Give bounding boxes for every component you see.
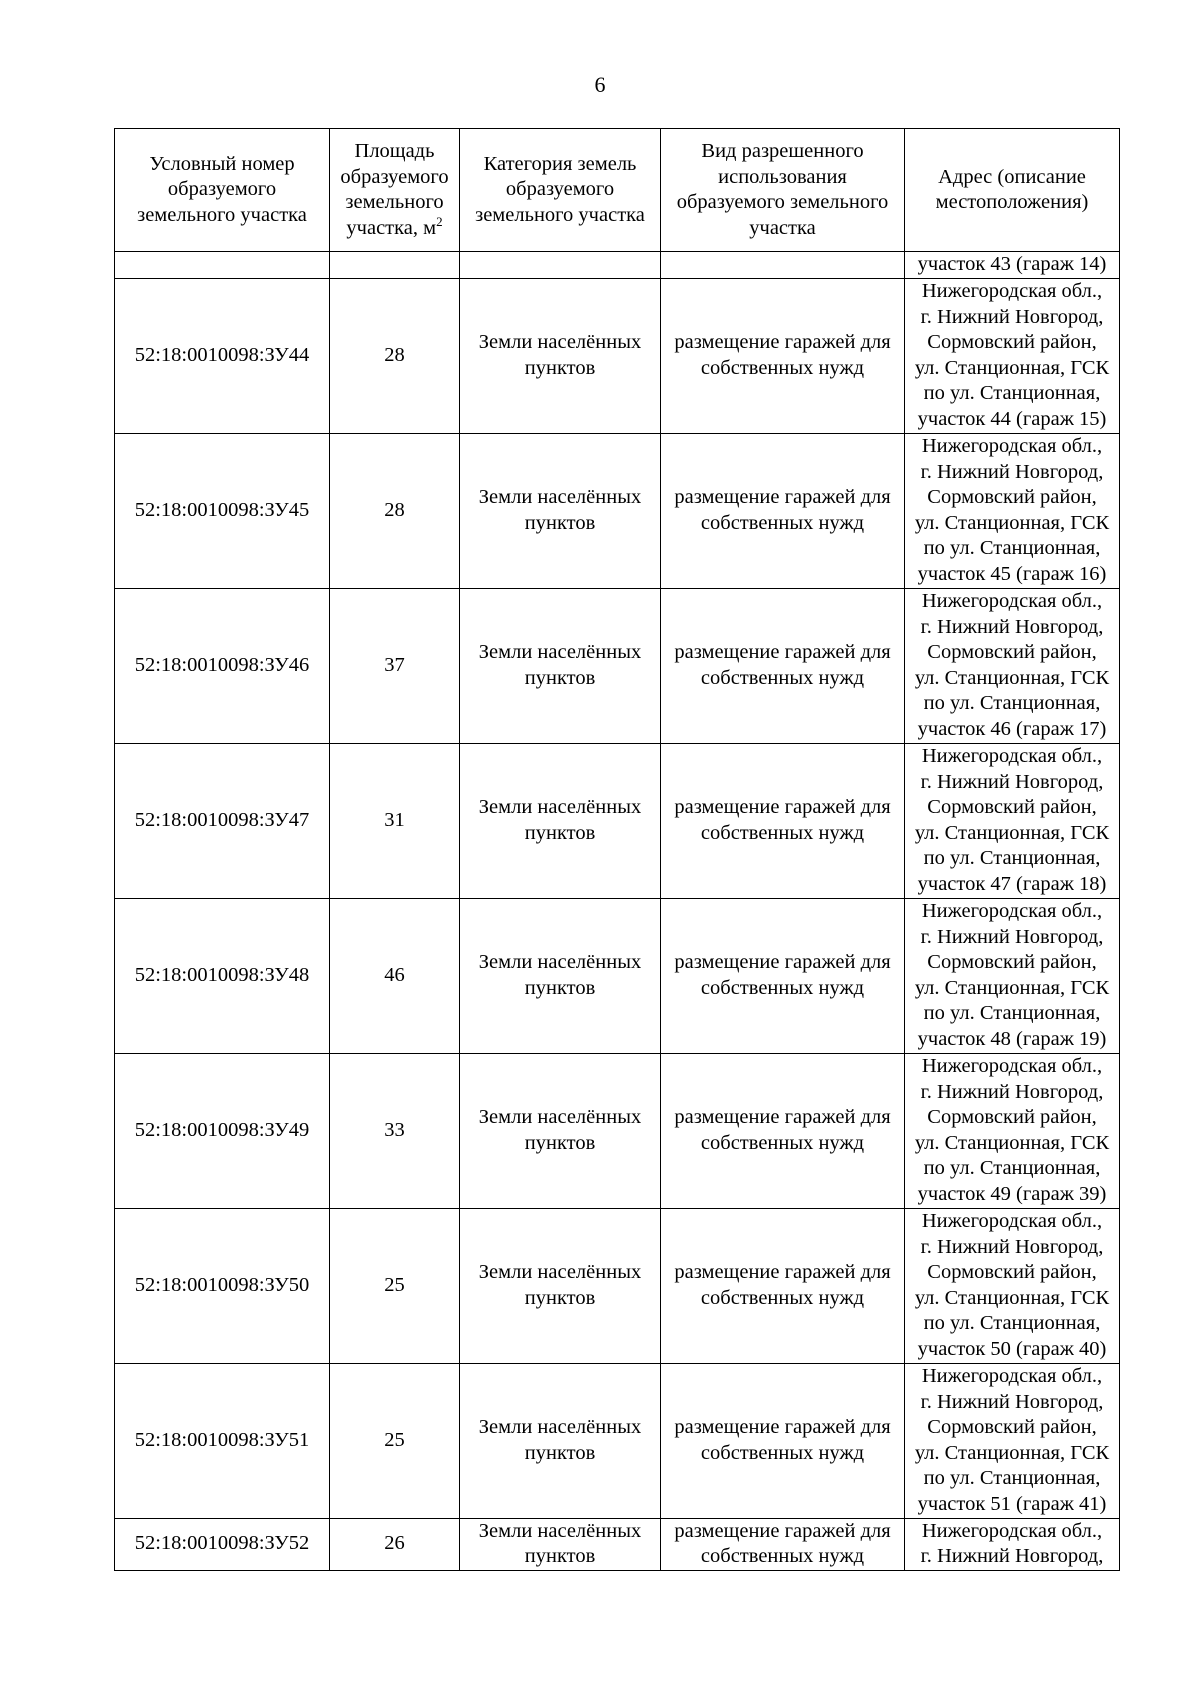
header-address: Адрес (описание местоположения) (905, 129, 1120, 252)
table-row (115, 1053, 1120, 1208)
plot-area: 28 (330, 433, 460, 588)
plot-area: 33 (330, 1053, 460, 1208)
address-line: ул. Станционная, ГСК (914, 821, 1110, 844)
address-line: Нижегородская обл., (921, 1210, 1103, 1232)
plot-number: 52:18:0010098:ЗУ49 (115, 1053, 330, 1208)
address-line: г. Нижний Новгород, (920, 1080, 1104, 1103)
address-line: по ул. Станционная, (923, 1002, 1101, 1024)
address-line: Сормовский район, (927, 331, 1097, 353)
plot-area: 26 (330, 1518, 460, 1570)
plot-number: 52:18:0010098:ЗУ44 (115, 278, 330, 433)
address-line: участок 50 (гараж 40) (917, 1337, 1107, 1360)
plot-number: 52:18:0010098:ЗУ47 (115, 743, 330, 898)
address-line: по ул. Станционная, (923, 382, 1101, 404)
address-line: ул. Станционная, ГСК (914, 666, 1110, 689)
continuation-address: участок 43 (гараж 14) (905, 252, 1120, 279)
address-line: Сормовский район, (927, 641, 1097, 663)
address-line: по ул. Станционная, (923, 692, 1101, 714)
address-line: Нижегородская обл., (921, 435, 1103, 457)
address-line: участок 49 (гараж 39) (917, 1182, 1107, 1205)
address-line: ул. Станционная, ГСК (914, 976, 1110, 999)
address-line: по ул. Станционная, (923, 1312, 1101, 1334)
permitted-use: размещение гаражей для собственных нужд (661, 1518, 905, 1570)
address-line: Сормовский район, (927, 1416, 1097, 1438)
table-row (115, 898, 1120, 1053)
address-line: ул. Станционная, ГСК (914, 1441, 1110, 1464)
plot-address (905, 588, 1120, 743)
address-line: Нижегородская обл., (921, 1365, 1103, 1387)
address-line: по ул. Станционная, (923, 1157, 1101, 1179)
plot-area: 46 (330, 898, 460, 1053)
address-line: Сормовский район, (927, 951, 1097, 973)
land-category: Земли населённых пунктов (460, 1208, 661, 1363)
address-line: Сормовский район, (927, 1106, 1097, 1128)
plot-number: 52:18:0010098:ЗУ51 (115, 1363, 330, 1518)
permitted-use: размещение гаражей для собственных нужд (661, 743, 905, 898)
address-line: участок 44 (гараж 15) (917, 407, 1107, 430)
address-line: Нижегородская обл., (921, 1519, 1103, 1542)
address-line: г. Нижний Новгород, (920, 1545, 1104, 1567)
plot-area: 28 (330, 278, 460, 433)
header-number: Условный номер образуемого земельного участка (115, 129, 330, 252)
land-category: Земли населённых пунктов (460, 1518, 661, 1570)
land-category: Земли населённых пунктов (460, 433, 661, 588)
plot-number: 52:18:0010098:ЗУ52 (115, 1518, 330, 1570)
land-category: Земли населённых пунктов (460, 743, 661, 898)
table-row (115, 1208, 1120, 1363)
continuation-row (115, 252, 1120, 279)
table-row (115, 433, 1120, 588)
table-row (115, 1518, 1120, 1570)
land-category: Земли населённых пунктов (460, 588, 661, 743)
permitted-use: размещение гаражей для собственных нужд (661, 588, 905, 743)
land-category: Земли населённых пунктов (460, 898, 661, 1053)
address-line: участок 46 (гараж 17) (917, 717, 1107, 740)
table-row (115, 588, 1120, 743)
plot-number: 52:18:0010098:ЗУ50 (115, 1208, 330, 1363)
address-line: участок 45 (гараж 16) (917, 562, 1107, 585)
page-number: 6 (594, 72, 606, 97)
plot-number: 52:18:0010098:ЗУ48 (115, 898, 330, 1053)
address-line: участок 47 (гараж 18) (917, 872, 1107, 895)
address-line: по ул. Станционная, (923, 1467, 1101, 1489)
plot-number: 52:18:0010098:ЗУ46 (115, 588, 330, 743)
permitted-use: размещение гаражей для собственных нужд (661, 1053, 905, 1208)
plot-address (905, 1518, 1120, 1570)
address-line: ул. Станционная, ГСК (914, 1131, 1110, 1154)
address-line: Нижегородская обл., (921, 900, 1103, 922)
plot-area: 25 (330, 1363, 460, 1518)
address-line: г. Нижний Новгород, (920, 305, 1104, 328)
address-line: по ул. Станционная, (923, 537, 1101, 559)
address-line: участок 51 (гараж 41) (917, 1492, 1107, 1515)
plot-address (905, 433, 1120, 588)
plot-address (905, 898, 1120, 1053)
address-line: участок 48 (гараж 19) (917, 1027, 1107, 1050)
address-line: Нижегородская обл., (921, 1055, 1103, 1077)
permitted-use: размещение гаражей для собственных нужд (661, 1208, 905, 1363)
land-category: Земли населённых пунктов (460, 278, 661, 433)
plot-address (905, 1208, 1120, 1363)
address-line: Сормовский район, (927, 486, 1097, 508)
header-category: Категория земель образуемого земельного участка (460, 129, 661, 252)
plot-number: 52:18:0010098:ЗУ45 (115, 433, 330, 588)
land-category: Земли населённых пунктов (460, 1053, 661, 1208)
table-row (115, 743, 1120, 898)
plot-area: 25 (330, 1208, 460, 1363)
table-row (115, 278, 1120, 433)
header-use: Вид разрешенного использования образуемого земельного участка (661, 129, 905, 252)
address-line: г. Нижний Новгород, (920, 460, 1104, 483)
header-area: Площадь образуемого земельного участка, $м^2$ (330, 129, 460, 252)
address-line: ул. Станционная, ГСК (914, 1286, 1110, 1309)
permitted-use: размещение гаражей для собственных нужд (661, 278, 905, 433)
plot-address (905, 1363, 1120, 1518)
address-line: г. Нижний Новгород, (920, 615, 1104, 638)
address-line: Нижегородская обл., (921, 590, 1103, 612)
address-line: ул. Станционная, ГСК (914, 511, 1110, 534)
table-row (115, 1363, 1120, 1518)
address-line: Нижегородская обл., (921, 745, 1103, 767)
permitted-use: размещение гаражей для собственных нужд (661, 1363, 905, 1518)
table-header-row (115, 129, 1120, 252)
land-plots-table (114, 128, 1120, 1571)
address-line: по ул. Станционная, (923, 847, 1101, 869)
plot-address (905, 1053, 1120, 1208)
address-line: Нижегородская обл., (921, 280, 1103, 302)
address-line: г. Нижний Новгород, (920, 1235, 1104, 1258)
plot-address (905, 278, 1120, 433)
address-line: г. Нижний Новгород, (920, 925, 1104, 948)
land-category: Земли населённых пунктов (460, 1363, 661, 1518)
address-line: г. Нижний Новгород, (920, 770, 1104, 793)
address-line: Сормовский район, (927, 796, 1097, 818)
plot-area: 37 (330, 588, 460, 743)
permitted-use: размещение гаражей для собственных нужд (661, 433, 905, 588)
address-line: Сормовский район, (927, 1261, 1097, 1283)
permitted-use: размещение гаражей для собственных нужд (661, 898, 905, 1053)
address-line: г. Нижний Новгород, (920, 1390, 1104, 1413)
plot-area: 31 (330, 743, 460, 898)
plot-address (905, 743, 1120, 898)
address-line: ул. Станционная, ГСК (914, 356, 1110, 379)
